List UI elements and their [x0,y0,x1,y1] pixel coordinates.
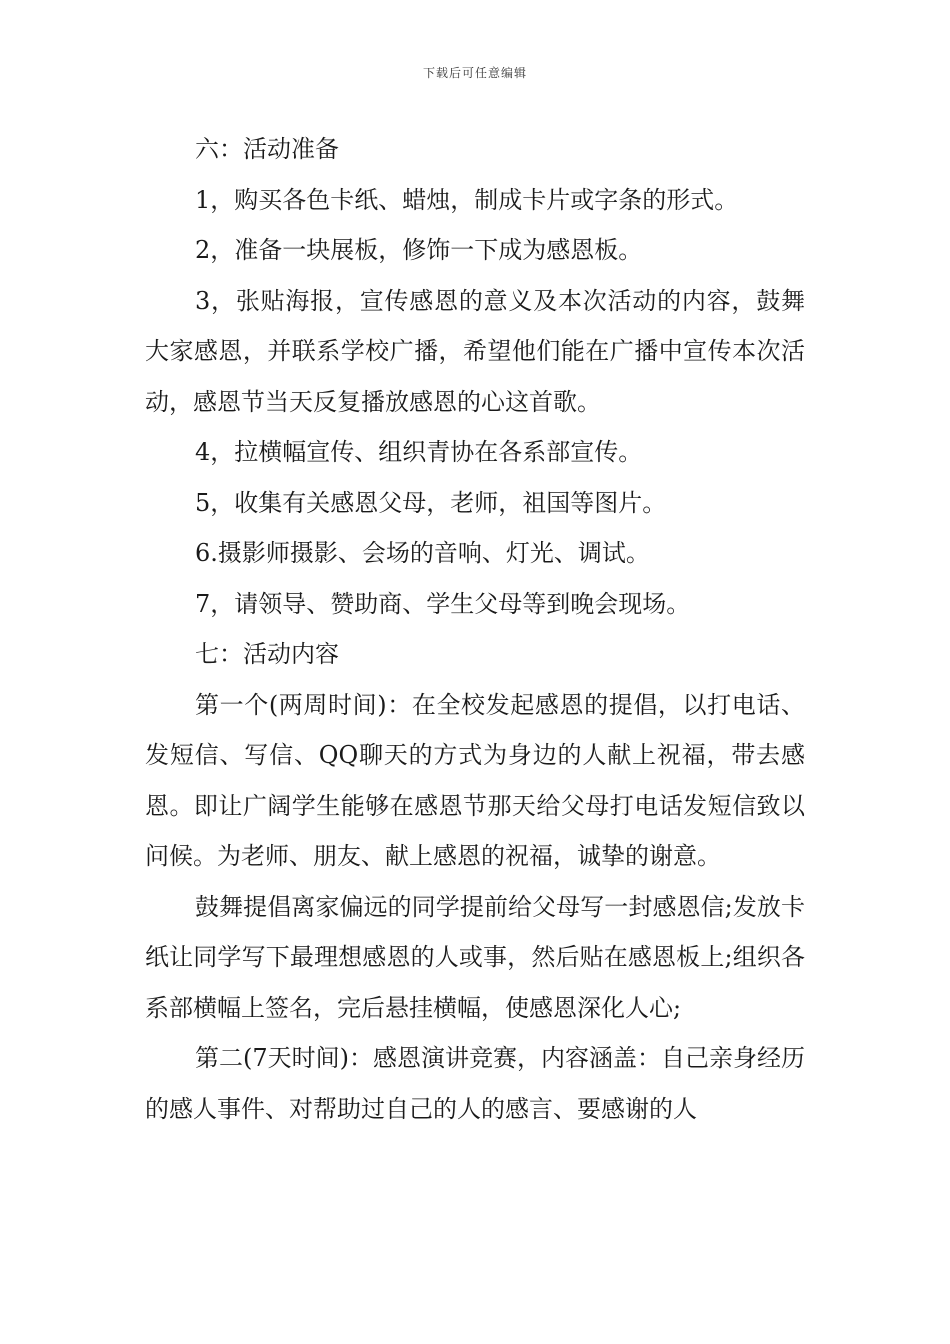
paragraph-item-3: 3，张贴海报，宣传感恩的意义及本次活动的内容，鼓舞大家感恩，并联系学校广播，希望他们能在广播中宣传本次活动，感恩节当天反复播放感恩的心这首歌。 [145,286,805,416]
paragraph-item-5: 5，收集有关感恩父母，老师，祖国等图片。 [195,488,667,517]
section-heading-content: 七：活动内容 [195,640,339,668]
paragraph-item-4: 4，拉横幅宣传、组织青协在各系部宣传。 [195,438,643,466]
section-heading-preparation: 六：活动准备 [195,135,339,163]
paragraph-item-7: 7，请领导、赞助商、学生父母等到晚会现场。 [195,589,691,618]
document-body [145,124,805,1134]
page-header: 下载后可任意编辑 [422,66,527,80]
paragraph-item-6: 6.摄影师摄影、会场的音响、灯光、调试。 [195,539,650,567]
paragraph-phase-two: 第二(7天时间)：感恩演讲竞赛，内容涵盖：自己亲身经历的感人事件、对帮助过自己的人的感言、要感谢的人 [145,1044,805,1123]
paragraph-item-2: 2，准备一块展板，修饰一下成为感恩板。 [195,236,643,264]
paragraph-item-1: 1，购买各色卡纸、蜡烛，制成卡片或字条的形式。 [195,185,739,214]
paragraph-phase-one: 第一个(两周时间)：在全校发起感恩的提倡，以打电话、发短信、写信、QQ聊天的方式为身边的人献上祝福，带去感恩。即让广阔学生能够在感恩节那天给父母打电话发短信致以问候。为老师、朋友、献上感恩的祝福，诚挚的谢意。 [145,690,805,870]
paragraph-encouragement: 鼓舞提倡离家偏远的同学提前给父母写一封感恩信;发放卡纸让同学写下最理想感恩的人或事，然后贴在感恩板上;组织各系部横幅上签名，完后悬挂横幅，使感恩深化人心; [145,892,805,1022]
